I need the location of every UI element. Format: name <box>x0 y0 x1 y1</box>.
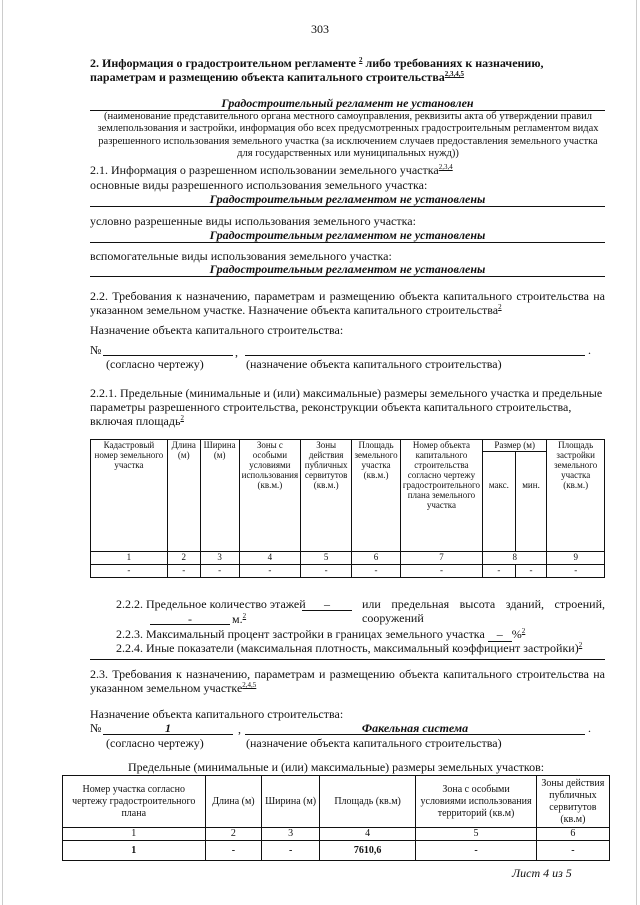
s23-per-drawing: (согласно чертежу) <box>106 736 204 750</box>
divider <box>90 659 605 660</box>
table-cell: - <box>352 565 401 578</box>
header-cell: Зоны действия публичных сервитутов (кв.м.) <box>301 440 352 552</box>
table-cell: - <box>167 565 200 578</box>
s222-text-a: 2.2.2. Предельное количество этажей <box>116 597 306 611</box>
s23-object-no: 1 <box>165 721 171 735</box>
column-number: 1 <box>91 552 168 565</box>
scan-edge <box>636 0 637 905</box>
s21-cond-value: Градостроительным регламентом не установлены <box>209 228 486 242</box>
header-cell: макс. <box>483 452 516 552</box>
header-cell: Длина (м) <box>167 440 200 552</box>
s23-purpose-caption: (назначение объекта капитального строительства) <box>246 736 502 750</box>
s21-aux-label: вспомогательные виды использования земельного участка: <box>90 249 392 263</box>
table-cell: - <box>416 841 536 861</box>
s22-purpose-caption: (назначение объекта капитального строительства) <box>246 357 502 371</box>
section2-heading-line2: параметрам и размещению объекта капитального строительства$^{2,3,4,5}$ <box>90 70 465 84</box>
column-number: 3 <box>200 552 239 565</box>
column-number: 1 <box>63 828 206 841</box>
table-cell: 1 <box>63 841 206 861</box>
header-cell: Длина (м) <box>205 776 262 828</box>
s222-height-line <box>150 624 230 625</box>
table-cell: - <box>205 841 262 861</box>
scan-edge <box>2 0 3 905</box>
s23-name-line <box>245 734 585 735</box>
s222-height: - <box>188 612 192 626</box>
s21-title: 2.1. Информация о разрешенном использовании земельного участка$^{2,3,4}$ <box>90 163 453 177</box>
table-cell: - <box>262 841 320 861</box>
s23-comma: , <box>238 722 241 736</box>
column-number: 5 <box>416 828 536 841</box>
header-cell: Ширина (м) <box>200 440 239 552</box>
column-number: 8 <box>483 552 547 565</box>
s23-no: № <box>90 721 102 735</box>
s223-text: 2.2.3. Максимальный процент застройки в границах земельного участка – %$^2$ <box>116 627 526 641</box>
divider <box>90 276 605 277</box>
s22-no-line <box>103 355 233 356</box>
header-cell: Зоны действия публичных сервитутов (кв.м) <box>536 776 609 828</box>
s23-purpose-label: Назначение объекта капитального строительства: <box>90 707 344 721</box>
header-cell: Номер объекта капитального строительства согласно чертежу градостроительного плана земельного участка <box>400 440 482 552</box>
s222-text-b: или предельная высота зданий, строений, сооружений <box>362 597 605 626</box>
header-cell: Площадь (кв.м) <box>319 776 415 828</box>
s22-text: 2.2. Требования к назначению, параметрам и размещению объекта капитального строительства на указанном земельном участке. Назначение объекта капитального строительства$^2$ <box>90 289 605 318</box>
sheet-counter: Лист 4 из 5 <box>512 866 572 880</box>
header-cell: мин. <box>515 452 547 552</box>
column-number: 6 <box>352 552 401 565</box>
s22-no: № <box>90 343 102 357</box>
s23-table <box>62 775 610 861</box>
s21-cond-label: условно разрешенные виды использования земельного участка: <box>90 214 416 228</box>
table-cell: - <box>515 565 547 578</box>
table-cell: - <box>200 565 239 578</box>
s221-text: 2.2.1. Предельные (минимальные и (или) максимальные) размеры земельного участка и предельные параметры разрешенного строительства, реконструкции объекта капитального строительства, включая площадь$^2$ <box>90 386 603 429</box>
s23-text: 2.3. Требования к назначению, параметрам и размещению объекта капитального строительства на указанном земельном участке$^{2,4,5}$ <box>90 667 605 696</box>
s222-unit: м.$^2$ <box>232 612 247 626</box>
s22-comma: , <box>235 345 238 359</box>
column-number: 9 <box>547 552 605 565</box>
header-cell: Зоны с особыми условиями использования (кв.м.) <box>239 440 301 552</box>
table-cell: - <box>239 565 301 578</box>
column-number: 4 <box>319 828 415 841</box>
column-number: 6 <box>536 828 609 841</box>
column-number: 2 <box>205 828 262 841</box>
s224-text: 2.2.4. Иные показатели (максимальная плотность, максимальный коэффициент застройки)$^2$ <box>116 641 583 655</box>
column-number: 5 <box>301 552 352 565</box>
column-number: 2 <box>167 552 200 565</box>
table-cell: - <box>483 565 516 578</box>
s22-per-drawing: (согласно чертежу) <box>106 357 204 371</box>
table-cell: 7610,6 <box>319 841 415 861</box>
header-cell: Площадь застройки земельного участка (кв.м.) <box>547 440 605 552</box>
header-cell: Номер участка согласно чертежу градостроительного плана <box>63 776 206 828</box>
regulation-note: (наименование представительного органа местного самоуправления, реквизиты акта об утверждении правил землепользования и застройки, информация обо всех предусмотренных градостроительным регламентом видах разрешенного использования земельного участка (за исключением случаев предоставления земельного участка для государственных или муниципальных нужд)) <box>97 111 599 159</box>
page-number: 303 <box>311 22 329 36</box>
s23-dot: . <box>588 721 591 735</box>
header-cell: Ширина (м) <box>262 776 320 828</box>
table-cell: - <box>400 565 482 578</box>
s23-table-caption: Предельные (минимальные и (или) максимальные) размеры земельных участков: <box>128 760 545 774</box>
table-cell: - <box>547 565 605 578</box>
s221-table <box>90 439 605 578</box>
s222-floors: – <box>324 597 330 611</box>
section2-heading: 2. Информация о градостроительном регламенте $^2$ либо требованиях к назначению, <box>90 56 544 70</box>
table-cell: - <box>536 841 609 861</box>
s22-dot: . <box>588 343 591 357</box>
s23-no-line <box>103 734 233 735</box>
divider <box>90 242 605 243</box>
column-number: 7 <box>400 552 482 565</box>
divider <box>90 206 605 207</box>
s21-aux-value: Градостроительным регламентом не установлены <box>209 262 486 276</box>
column-number: 4 <box>239 552 301 565</box>
s21-main-label: основные виды разрешенного использования земельного участка: <box>90 178 428 192</box>
s222-floors-line <box>302 610 352 611</box>
header-cell: Размер (м) <box>483 440 547 452</box>
header-cell: Площадь земельного участка (кв.м.) <box>352 440 401 552</box>
s23-object-name: Факельная система <box>361 721 469 735</box>
regulation-status: Градостроительный регламент не установлен <box>221 96 474 110</box>
header-cell: Зона с особыми условиями использования территорий (кв.м) <box>416 776 536 828</box>
s21-main-value: Градостроительным регламентом не установлены <box>209 192 486 206</box>
header-cell: Кадастровый номер земельного участка <box>91 440 168 552</box>
table-cell: - <box>301 565 352 578</box>
column-number: 3 <box>262 828 320 841</box>
s22-purpose-label: Назначение объекта капитального строительства: <box>90 323 344 337</box>
s22-purpose-line <box>245 355 585 356</box>
table-cell: - <box>91 565 168 578</box>
